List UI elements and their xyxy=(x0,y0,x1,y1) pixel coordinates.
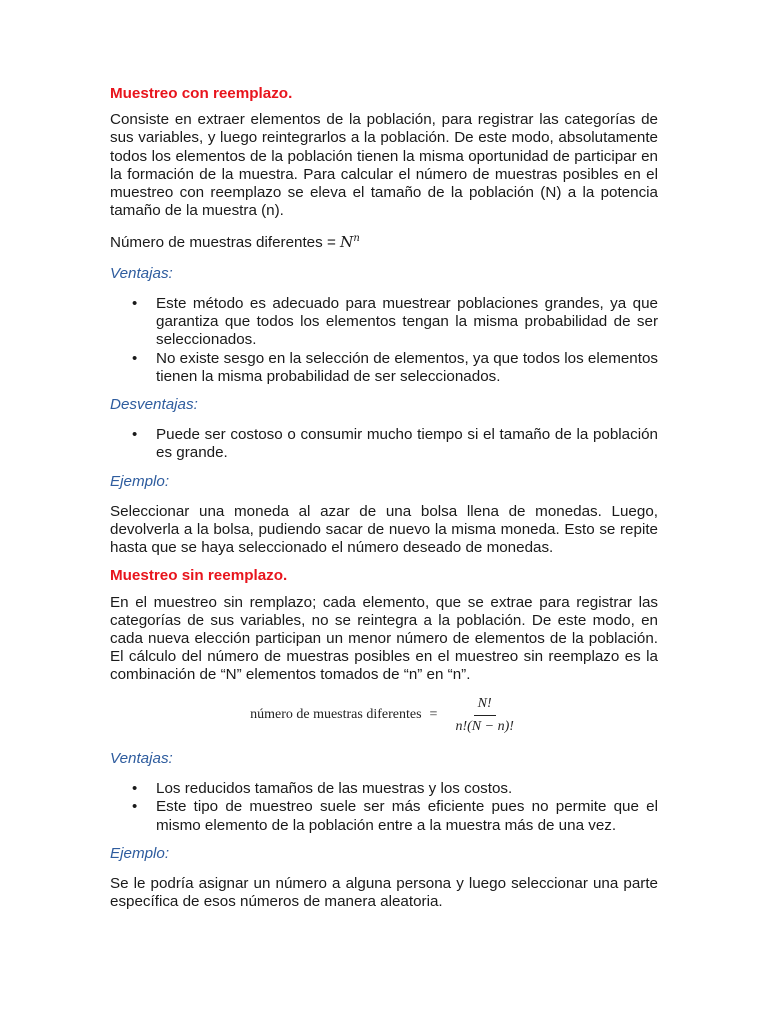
paragraph-intro-con-reemplazo: Consiste en extraer elementos de la población, para registrar las categorías de sus variables, y luego reintegrarlos a la población. De este modo, absolutamente todos los elementos de la población tienen la misma oportunidad de participar en la formación de la muestra. Para calcular el número de muestras posibles en el muestreo con reemplazo se eleva el tamaño de la población (N) a la potencia tamaño de la muestra (n). xyxy=(110,111,658,220)
paragraph-ejemplo-1: Seleccionar una moneda al azar de una bolsa llena de monedas. Luego, devolverla a la bolsa, pudiendo sacar de nuevo la misma moneda. Esto se repite hasta que se haya seleccionado el número deseado de monedas. xyxy=(110,502,658,557)
list-item: • Este tipo de muestreo suele ser más eficiente pues no permite que el mismo elemento de la población entre a la muestra más de una vez. xyxy=(110,798,658,834)
subheading-ventajas-1: Ventajas: xyxy=(110,264,173,282)
list-item: • Este método es adecuado para muestrear poblaciones grandes, ya que garantiza que todos los elementos tengan la misma probabilidad de ser seleccionados. xyxy=(110,295,658,350)
list-desventajas xyxy=(110,426,658,462)
formula-exponent: n xyxy=(353,233,360,245)
paragraph-intro-sin-reemplazo: En el muestreo sin remplazo; cada elemento, que se extrae para registrar las categorías de sus variables, no se reintegra a la población. De este modo, en cada nueva elección participan un menor número de elementos de la población. El cálculo del número de muestras posibles en el muestreo sin reemplazo es la combinación de “N” elementos tomados de “n” en “n”. xyxy=(110,593,658,684)
section-title-sin-reemplazo: Muestreo sin reemplazo. xyxy=(110,567,288,585)
formula-equals: = xyxy=(429,707,438,723)
subheading-ejemplo-1: Ejemplo: xyxy=(110,472,170,490)
paragraph-ejemplo-2: Se le podría asignar un número a alguna persona y luego seleccionar una parte específica de esos números de manera aleatoria. xyxy=(110,874,658,911)
subheading-ejemplo-2: Ejemplo: xyxy=(110,844,170,862)
formula-sin-reemplazo xyxy=(110,695,658,736)
formula-fraction xyxy=(451,695,517,736)
formula-text: número de muestras diferentes xyxy=(250,707,422,723)
formula-numerator: N! xyxy=(474,695,496,716)
formula-base: N xyxy=(340,233,354,252)
list-ventajas-1 xyxy=(110,295,658,386)
subheading-ventajas-2: Ventajas: xyxy=(110,749,173,767)
list-item: • No existe sesgo en la selección de elementos, ya que todos los elementos tienen la misma probabilidad de ser seleccionados. xyxy=(110,350,658,386)
section-title-con-reemplazo: Muestreo con reemplazo. xyxy=(110,85,293,102)
document-content xyxy=(110,85,658,921)
formula-line-con-reemplazo xyxy=(110,230,658,252)
list-ventajas-2 xyxy=(110,780,658,835)
formula-label: Número de muestras diferentes = xyxy=(110,234,341,252)
list-item: • Puede ser costoso o consumir mucho tiempo si el tamaño de la población es grande. xyxy=(110,426,658,462)
list-item: • Los reducidos tamaños de las muestras y los costos. xyxy=(110,780,658,798)
formula-denominator: n!(N − n)! xyxy=(455,718,514,734)
subheading-desventajas: Desventajas: xyxy=(110,395,198,413)
